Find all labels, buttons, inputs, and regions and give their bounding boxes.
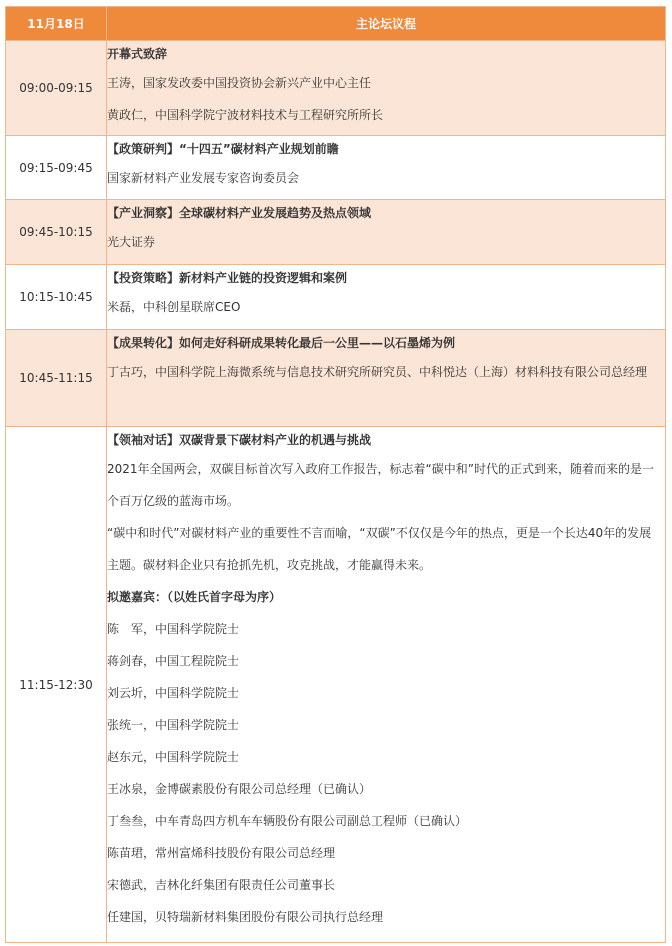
agenda-title-header: 主论坛议程 (107, 7, 666, 41)
guest-line: 宋德武，吉林化纤集团有限责任公司董事长 (107, 878, 336, 892)
speaker-line: 光大证券 (107, 235, 156, 249)
session-time: 09:00-09:15 (6, 41, 107, 136)
session-content (107, 427, 666, 943)
session-content (107, 200, 666, 265)
speaker-line: 国家新材料产业发展专家咨询委员会 (107, 171, 300, 185)
session-title: 【产业洞察】全球碳材料产业发展趋势及热点领域 (107, 206, 372, 220)
guest-line: 王冰泉，金博碳素股份有限公司总经理（已确认） (107, 782, 372, 796)
agenda-table (5, 6, 666, 943)
speaker-line: 王涛，国家发改委中国投资协会新兴产业中心主任 (107, 76, 372, 90)
session-content (107, 136, 666, 200)
session-row-transfer (6, 330, 666, 427)
dialogue-paragraph: “碳中和时代”对碳材料产业的重要性不言而喻，“双碳”不仅仅是今年的热点，更是一个长达40年的发展主题。碳材料企业只有抢抓先机，攻克挑战，才能赢得未来。 (107, 526, 652, 572)
session-time: 09:15-09:45 (6, 136, 107, 200)
session-title: 【投资策略】新材料产业链的投资逻辑和案例 (107, 271, 348, 285)
session-time: 10:15-10:45 (6, 265, 107, 330)
guest-line: 赵东元，中国科学院院士 (107, 750, 240, 764)
session-title: 【政策研判】“十四五”碳材料产业规划前瞻 (107, 142, 339, 156)
session-title: 【成果转化】如何走好科研成果转化最后一公里——以石墨烯为例 (107, 336, 456, 350)
date-header: 11月18日 (6, 7, 107, 41)
session-content (107, 41, 666, 136)
agenda-header-row (6, 7, 666, 41)
speaker-line: 丁古巧，中国科学院上海微系统与信息技术研究所研究员、中科悦达（上海）材料科技有限公司总经理 (107, 365, 648, 379)
session-title: 【领袖对话】双碳背景下碳材料产业的机遇与挑战 (107, 433, 372, 447)
session-row-policy (6, 136, 666, 200)
guest-line: 陈苗珺，常州富烯科技股份有限公司总经理 (107, 846, 336, 860)
session-time: 10:45-11:15 (6, 330, 107, 427)
session-row-opening (6, 41, 666, 136)
guest-line: 蒋剑春，中国工程院院士 (107, 654, 240, 668)
guest-line: 张统一，中国科学院院士 (107, 718, 240, 732)
session-row-insight (6, 200, 666, 265)
session-content (107, 330, 666, 427)
guest-line: 丁叁叁，中车青岛四方机车车辆股份有限公司副总工程师（已确认） (107, 814, 468, 828)
guests-label: 拟邀嘉宾：（以姓氏首字母为序） (107, 590, 282, 604)
guest-line: 任建国，贝特瑞新材料集团股份有限公司执行总经理 (107, 910, 384, 924)
guest-line: 刘云圻，中国科学院院士 (107, 686, 240, 700)
session-time: 11:15-12:30 (6, 427, 107, 943)
session-content (107, 265, 666, 330)
dialogue-paragraph: 2021年全国两会，双碳目标首次写入政府工作报告，标志着“碳中和”时代的正式到来，随着而来的是一个百万亿级的蓝海市场。 (107, 462, 654, 508)
speaker-line: 黄政仁，中国科学院宁波材料技术与工程研究所所长 (107, 108, 384, 122)
session-time: 09:45-10:15 (6, 200, 107, 265)
guest-line: 陈 军，中国科学院院士 (107, 622, 240, 636)
speaker-line: 米磊，中科创星联席CEO (107, 300, 241, 314)
session-row-dialogue (6, 427, 666, 943)
session-row-investment (6, 265, 666, 330)
session-title: 开幕式致辞 (107, 47, 168, 61)
